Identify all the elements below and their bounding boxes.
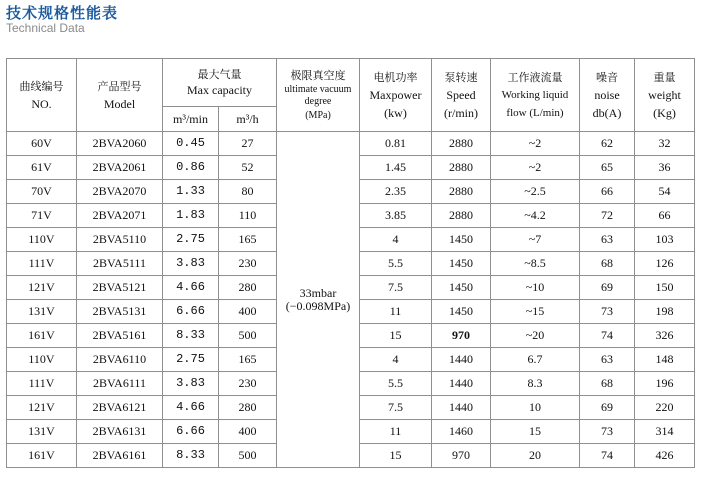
cell-m3-min: 0.45 <box>163 132 219 156</box>
cell-noise: 62 <box>580 132 635 156</box>
cell-speed: 2880 <box>432 180 491 204</box>
cell-m3-min: 6.66 <box>163 420 219 444</box>
cell-model: 2BVA6110 <box>77 348 163 372</box>
cell-model: 2BVA5111 <box>77 252 163 276</box>
cell-power: 7.5 <box>360 276 432 300</box>
header-curve-no: 曲线编号 NO. <box>7 59 77 132</box>
cell-speed: 1460 <box>432 420 491 444</box>
header-m3-per-min: m³/min <box>163 107 219 132</box>
cell-weight: 314 <box>635 420 695 444</box>
cell-power: 15 <box>360 324 432 348</box>
cell-speed: 2880 <box>432 132 491 156</box>
cell-weight: 196 <box>635 372 695 396</box>
cell-weight: 426 <box>635 444 695 468</box>
cell-weight: 54 <box>635 180 695 204</box>
cell-speed: 2880 <box>432 156 491 180</box>
header-pump-speed: 泵转速 Speed (r/min) <box>432 59 491 132</box>
cell-curve-no: 60V <box>7 132 77 156</box>
cell-speed: 970 <box>432 324 491 348</box>
cell-curve-no: 161V <box>7 444 77 468</box>
header-model: 产品型号 Model <box>77 59 163 132</box>
cell-curve-no: 161V <box>7 324 77 348</box>
cell-flow: ~2 <box>491 132 580 156</box>
cell-model: 2BVA5131 <box>77 300 163 324</box>
cell-model: 2BVA6161 <box>77 444 163 468</box>
cell-flow: 10 <box>491 396 580 420</box>
header-working-liquid-flow: 工作液流量 Working liquid flow (L/min) <box>491 59 580 132</box>
header-m3-per-h: m³/h <box>219 107 277 132</box>
cell-power: 5.5 <box>360 372 432 396</box>
cell-noise: 63 <box>580 228 635 252</box>
cell-curve-no: 131V <box>7 300 77 324</box>
cell-m3-h: 52 <box>219 156 277 180</box>
cell-model: 2BVA2070 <box>77 180 163 204</box>
page-title: 技术规格性能表 <box>6 4 119 22</box>
cell-weight: 36 <box>635 156 695 180</box>
cell-speed: 1440 <box>432 396 491 420</box>
cell-m3-h: 500 <box>219 444 277 468</box>
cell-speed: 1450 <box>432 252 491 276</box>
cell-m3-h: 110 <box>219 204 277 228</box>
cell-weight: 66 <box>635 204 695 228</box>
cell-noise: 74 <box>580 444 635 468</box>
cell-flow: ~20 <box>491 324 580 348</box>
cell-m3-min: 1.83 <box>163 204 219 228</box>
cell-weight: 150 <box>635 276 695 300</box>
cell-flow: ~15 <box>491 300 580 324</box>
cell-power: 1.45 <box>360 156 432 180</box>
cell-curve-no: 110V <box>7 348 77 372</box>
cell-flow: ~8.5 <box>491 252 580 276</box>
cell-speed: 1440 <box>432 372 491 396</box>
cell-flow: ~10 <box>491 276 580 300</box>
cell-noise: 68 <box>580 252 635 276</box>
cell-flow: 15 <box>491 420 580 444</box>
cell-noise: 69 <box>580 276 635 300</box>
cell-speed: 1450 <box>432 228 491 252</box>
table-row <box>7 132 695 156</box>
cell-weight: 148 <box>635 348 695 372</box>
cell-flow: 6.7 <box>491 348 580 372</box>
cell-noise: 74 <box>580 324 635 348</box>
header-weight: 重量 weight (Kg) <box>635 59 695 132</box>
cell-weight: 198 <box>635 300 695 324</box>
cell-m3-h: 280 <box>219 396 277 420</box>
cell-m3-h: 165 <box>219 348 277 372</box>
technical-data-table <box>6 58 695 468</box>
cell-noise: 73 <box>580 300 635 324</box>
table-body <box>7 132 695 468</box>
cell-noise: 73 <box>580 420 635 444</box>
cell-curve-no: 111V <box>7 372 77 396</box>
cell-flow: 8.3 <box>491 372 580 396</box>
cell-m3-min: 8.33 <box>163 324 219 348</box>
cell-m3-min: 1.33 <box>163 180 219 204</box>
cell-noise: 69 <box>580 396 635 420</box>
page-subtitle: Technical Data <box>6 21 85 35</box>
cell-speed: 1440 <box>432 348 491 372</box>
cell-model: 2BVA6111 <box>77 372 163 396</box>
cell-speed: 1450 <box>432 300 491 324</box>
cell-power: 3.85 <box>360 204 432 228</box>
cell-m3-min: 3.83 <box>163 252 219 276</box>
cell-model: 2BVA5110 <box>77 228 163 252</box>
cell-m3-h: 80 <box>219 180 277 204</box>
vacuum-mpa: (−0.098MPa) <box>285 298 351 313</box>
cell-power: 0.81 <box>360 132 432 156</box>
cell-m3-h: 280 <box>219 276 277 300</box>
cell-flow: ~7 <box>491 228 580 252</box>
cell-weight: 326 <box>635 324 695 348</box>
cell-m3-h: 230 <box>219 372 277 396</box>
cell-curve-no: 70V <box>7 180 77 204</box>
cell-m3-min: 0.86 <box>163 156 219 180</box>
cell-model: 2BVA5121 <box>77 276 163 300</box>
cell-power: 11 <box>360 420 432 444</box>
cell-m3-min: 8.33 <box>163 444 219 468</box>
cell-power: 4 <box>360 348 432 372</box>
cell-curve-no: 121V <box>7 396 77 420</box>
cell-power: 5.5 <box>360 252 432 276</box>
header-max-capacity: 最大气量 Max capacity <box>163 59 277 107</box>
cell-model: 2BVA2071 <box>77 204 163 228</box>
cell-m3-h: 230 <box>219 252 277 276</box>
cell-noise: 72 <box>580 204 635 228</box>
cell-flow: ~2.5 <box>491 180 580 204</box>
cell-noise: 68 <box>580 372 635 396</box>
cell-noise: 66 <box>580 180 635 204</box>
cell-m3-h: 165 <box>219 228 277 252</box>
cell-model: 2BVA2061 <box>77 156 163 180</box>
cell-m3-h: 400 <box>219 420 277 444</box>
cell-model: 2BVA2060 <box>77 132 163 156</box>
cell-m3-min: 4.66 <box>163 396 219 420</box>
cell-noise: 63 <box>580 348 635 372</box>
cell-model: 2BVA5161 <box>77 324 163 348</box>
cell-m3-min: 2.75 <box>163 348 219 372</box>
cell-weight: 32 <box>635 132 695 156</box>
cell-curve-no: 61V <box>7 156 77 180</box>
cell-m3-min: 2.75 <box>163 228 219 252</box>
cell-speed: 2880 <box>432 204 491 228</box>
cell-power: 11 <box>360 300 432 324</box>
cell-speed: 1450 <box>432 276 491 300</box>
cell-m3-h: 500 <box>219 324 277 348</box>
cell-noise: 65 <box>580 156 635 180</box>
cell-curve-no: 110V <box>7 228 77 252</box>
header-motor-power: 电机功率 Maxpower (kw) <box>360 59 432 132</box>
cell-m3-min: 3.83 <box>163 372 219 396</box>
cell-m3-min: 6.66 <box>163 300 219 324</box>
cell-curve-no: 131V <box>7 420 77 444</box>
cell-curve-no: 121V <box>7 276 77 300</box>
cell-m3-min: 4.66 <box>163 276 219 300</box>
cell-model: 2BVA6131 <box>77 420 163 444</box>
cell-power: 2.35 <box>360 180 432 204</box>
cell-power: 4 <box>360 228 432 252</box>
cell-m3-h: 400 <box>219 300 277 324</box>
cell-speed: 970 <box>432 444 491 468</box>
cell-m3-h: 27 <box>219 132 277 156</box>
cell-weight: 126 <box>635 252 695 276</box>
cell-flow: 20 <box>491 444 580 468</box>
cell-weight: 103 <box>635 228 695 252</box>
cell-curve-no: 71V <box>7 204 77 228</box>
cell-flow: ~2 <box>491 156 580 180</box>
cell-ultimate-vacuum-value <box>277 132 360 468</box>
header-ultimate-vacuum: 极限真空度 ultimate vacuum degree (MPa) <box>277 59 360 132</box>
cell-model: 2BVA6121 <box>77 396 163 420</box>
cell-power: 7.5 <box>360 396 432 420</box>
vacuum-mbar: 33mbar <box>299 285 337 300</box>
cell-curve-no: 111V <box>7 252 77 276</box>
cell-weight: 220 <box>635 396 695 420</box>
cell-flow: ~4.2 <box>491 204 580 228</box>
cell-power: 15 <box>360 444 432 468</box>
header-noise: 噪音 noise db(A) <box>580 59 635 132</box>
